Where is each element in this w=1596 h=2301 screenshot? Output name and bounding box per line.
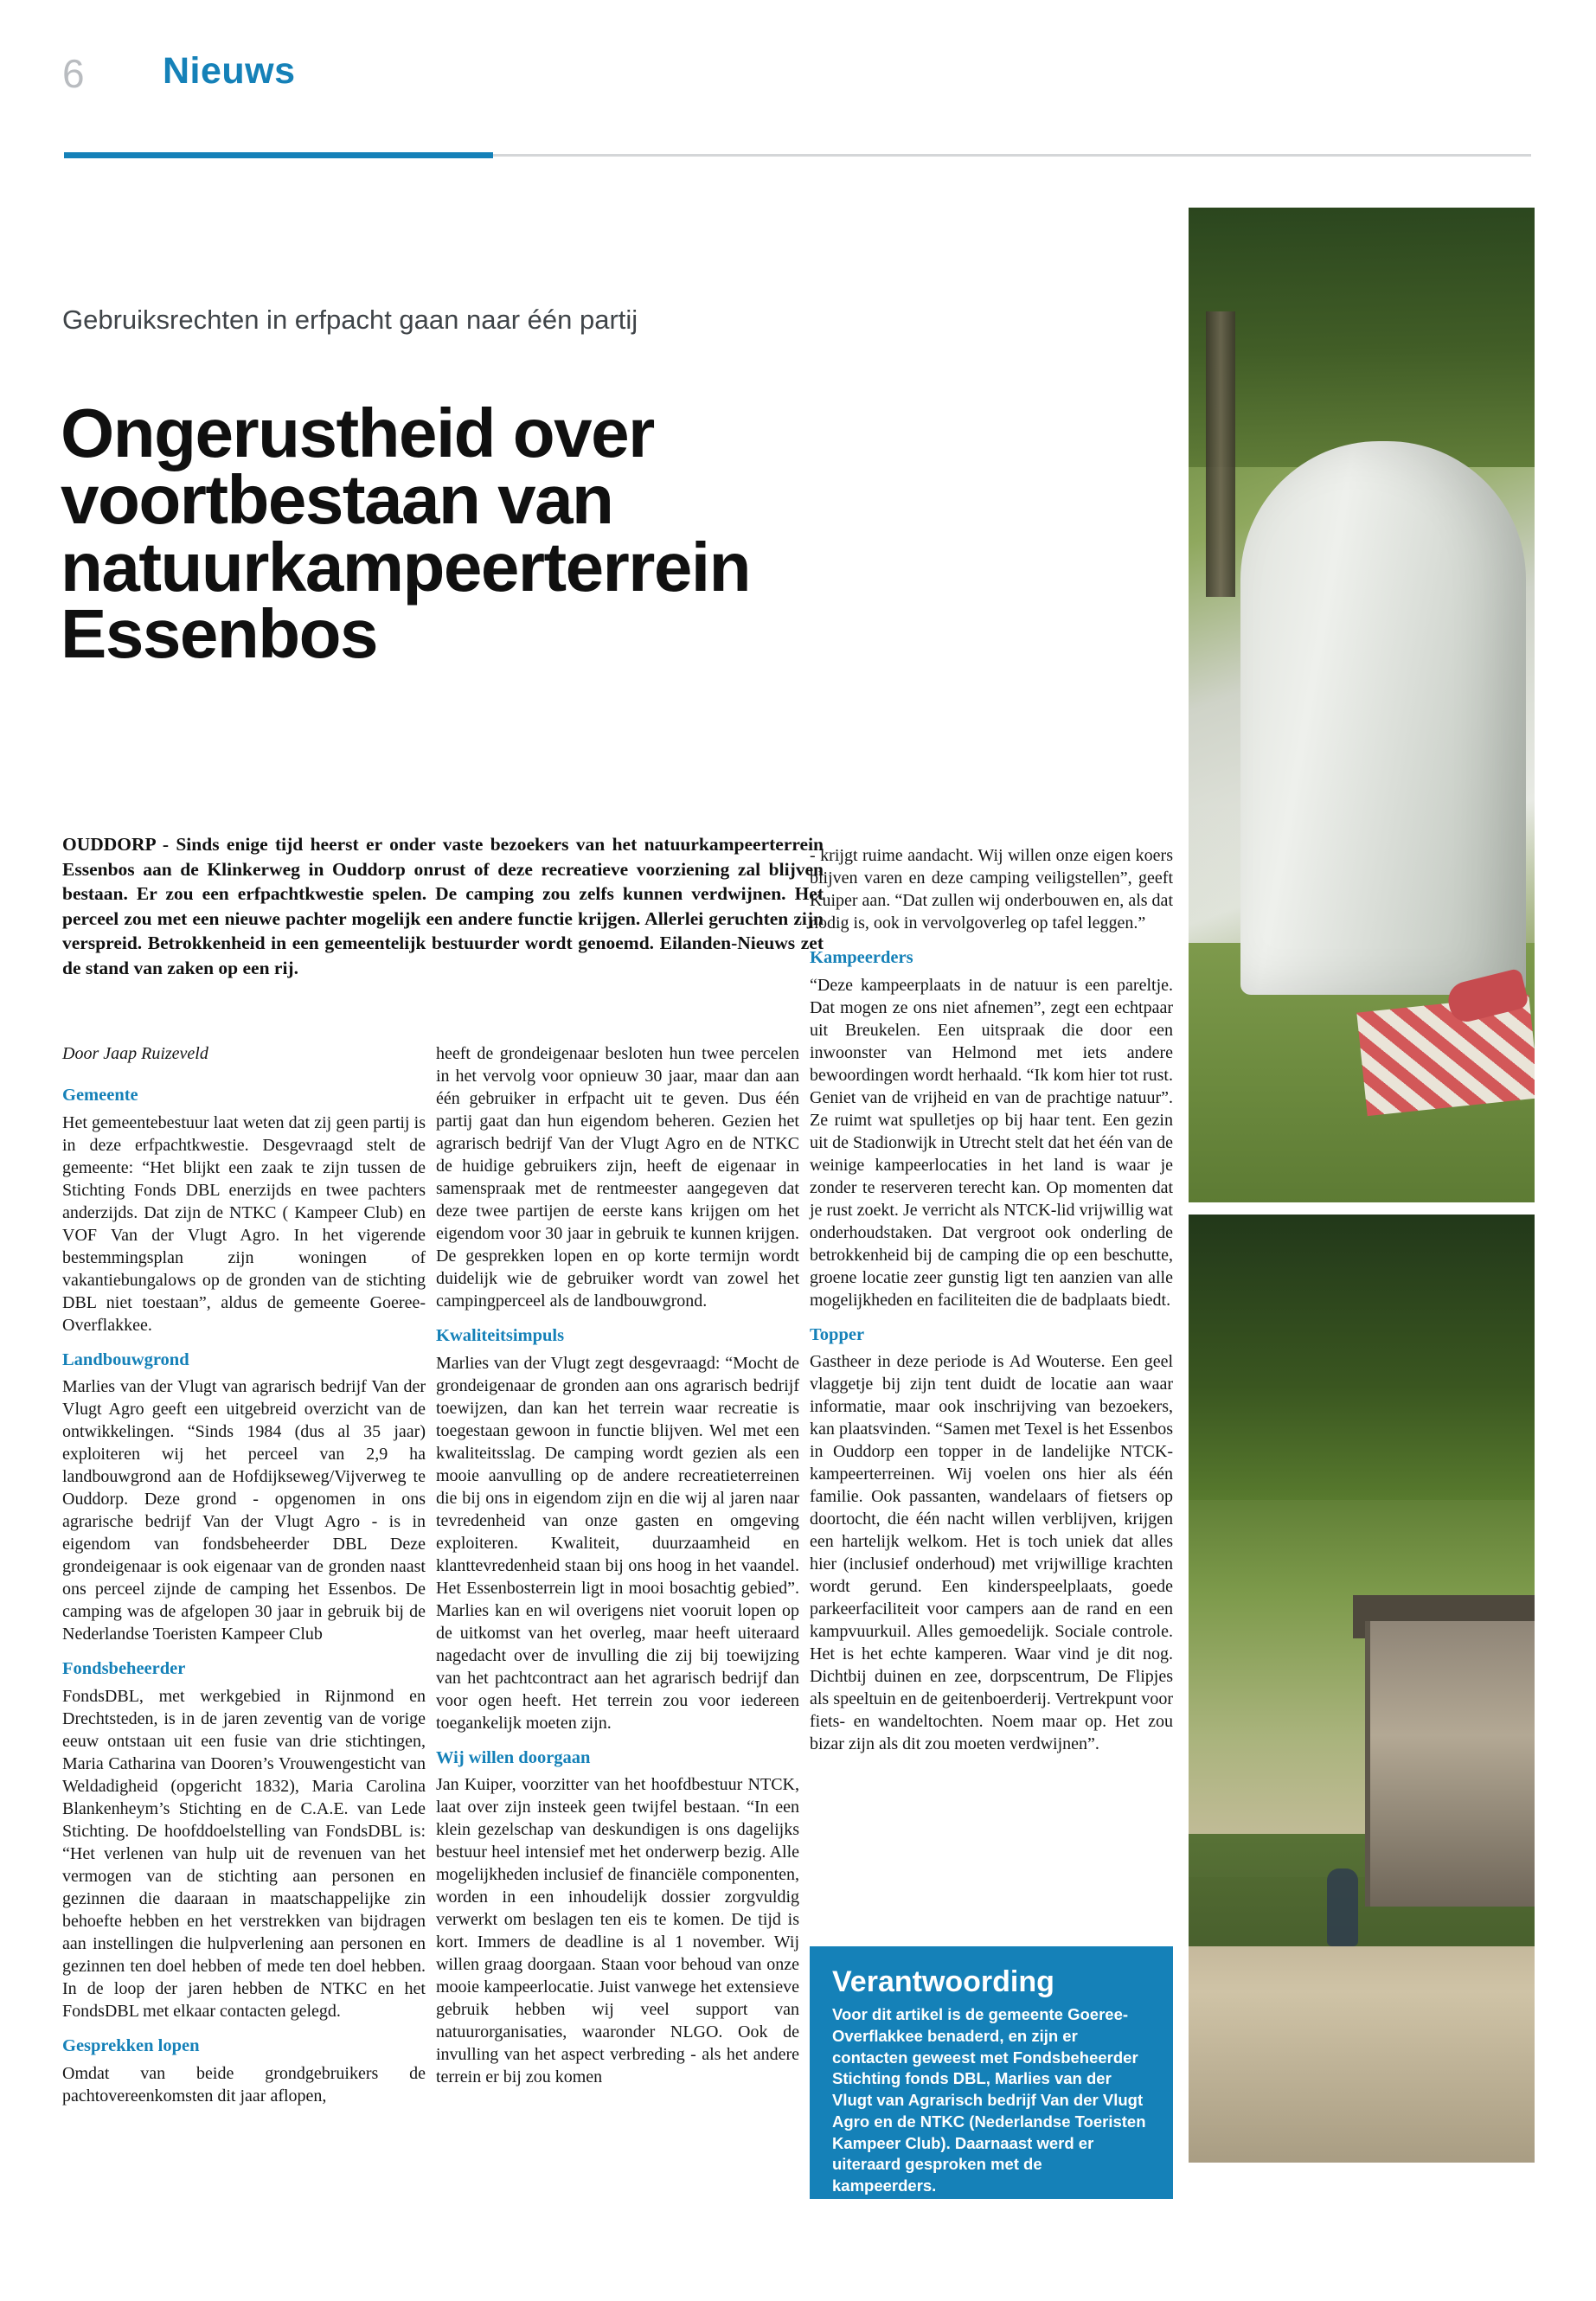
tree-trunk-decor xyxy=(1206,311,1235,597)
paragraph: Marlies van der Vlugt zegt desgevraagd: “Mocht de grondeigenaar de gronden aan ons agrarisch bedrijf toewijzen, dan kan het terrein waar recreatie is toegestaan gewoon in functie blijven. Wel met een kwaliteitsslag. De camping wordt gezien als een mooie aanvulling op de andere recreatieterreinen die bij ons in eigendom zijn en die wij al jaren naar tevredenheid van onze gasten en omgeving exploiteren. Kwaliteit, duurzaamheid en klanttevredenheid staan bij ons hoog in het vaandel. Het Essenbosterrein ligt in mooi bosachtig gebied”. Marlies kan en wil overigens niet vooruit lopen op de uitkomst van het overleg, maar heeft uiteraard nagedacht over de invulling die zij bij toewijzing van het pachtcontract aan het agrarisch bedrijf dan voor ogen heeft. Het terrein zou voor iedereen toegankelijk moeten zijn. xyxy=(436,1353,799,1733)
section-title: Nieuws xyxy=(163,50,296,92)
page-number: 6 xyxy=(62,51,85,96)
cyclist-decor xyxy=(1327,1868,1358,1946)
paragraph: Het gemeentebestuur laat weten dat zij geen partij is in deze erfpachtkwestie. Desgevraagd stelt de gemeente: “Het blijkt een zaak te zijn tussen de Stichting Fonds DBL enerzijds en twee pachters anderzijds. Dat zijn de NTKC ( Kampeer Club) en VOF Van der Vlugt Agro. In het vigerende bestemmingsplan zijn woningen of vakantiebungalows op de gronden van de stichting DBL niet toestaan”, aldus de gemeente Goeree-Overflakkee. xyxy=(62,1112,426,1335)
article-intro: OUDDORP - Sinds enige tijd heerst er onder vaste bezoekers van het natuurkampeerterrein Essenbos aan de Klinkerweg in Ouddorp onrust of deze recreatieve voorziening zal blijven bestaan. Er zou een erfpachtkwestie spelen. De camping zou zelfs kunnen verdwijnen. Het perceel zou met een nieuwe pachter mogelijk een andere functie krijgen. Allerlei geruchten zijn verspreid. Betrokkenheid in een gemeentelijk bestuurder wordt genoemd. Eilanden-Nieuws zet de stand van zaken op een rij. xyxy=(62,834,824,978)
subhead-gesprekken-lopen: Gesprekken lopen xyxy=(62,2035,200,2055)
header-accent-rule xyxy=(64,152,493,158)
picnic-blanket-decor xyxy=(1356,995,1535,1116)
page-header xyxy=(0,0,1596,160)
article-kicker: Gebruiksrechten in erfpacht gaan naar één partij xyxy=(62,304,638,335)
verantwoording-box xyxy=(810,1946,1173,2199)
subhead-kampeerders: Kampeerders xyxy=(810,948,913,967)
forest-canopy-decor xyxy=(1189,1215,1535,1500)
tent-in-forest-photo xyxy=(1189,208,1535,1202)
subhead-topper: Topper xyxy=(810,1324,865,1344)
paragraph: heeft de grondeigenaar besloten hun twee percelen in het vervolg voor opnieuw 30 jaar, maar dan aan één gebruiker in erfpacht uit te geven. Dus één partij gaat dan hun eigendom beheren. Gezien het agrarisch bedrijf Van der Vlugt Agro en de NTKC de huidige gebruikers zijn, heeft de eigenaar in samenspraak met de rentmeester aangegeven dat deze twee partijen de eerste kans krijgen om het eigendom voor 30 jaar in gebruik te kunnen krijgen. De gesprekken lopen en op korte termijn wordt duidelijk wie de gebruiker wordt van zowel het campingperceel als de landbouwgrond. xyxy=(436,1044,799,1311)
paragraph: FondsDBL, met werkgebied in Rijnmond en Drechtsteden, is in de jaren zeventig van de vorige eeuw ontstaan uit een fusie van drie stichtingen, Maria Catharina van Dooren’s Vrouwengesticht van Weldadigheid (opgericht 1832), Maria Carolina Blankenheym’s Stichting en de C.A.E. van Lede Stichting. De hoofddoelstelling van FondsDBL is: “Het verlenen van hulp uit de revenuen van het vermogen van de stichting aan personen en gezinnen die daaraan in maatschappelijke zin behoefte hebben en het verstrekken van bijdragen aan instellingen die hulpverlening aan personen en gezinnen ten doel hebben of mede ten doel hebben. In de loop der jaren hebben de NTKC en het FondsDBL met elkaar contacten gelegd. xyxy=(62,1686,426,2021)
paragraph: Marlies van der Vlugt van agrarisch bedrijf Van der Vlugt Agro geeft een uitgebreid overzicht van de ontwikkelingen. “Sinds 1984 (dus al 35 jaar) exploiteren wij het perceel van 2,9 ha landbouwgrond aan de Hofdijkseweg/Vijverweg te Ouddorp. Deze grond - opgenomen in ons agrarische bedrijf Van der Vlugt Agro - is in eigendom van fondsbeheerder DBL Deze grondeigenaar is ook eigenaar van de gronden naast ons perceel zijnde de camping het Essenbos. De camping was de afgelopen 30 jaar in gebruik bij de Nederlandse Toeristen Kampeer Club xyxy=(62,1377,426,1644)
subhead-wij-willen-doorgaan: Wij willen doorgaan xyxy=(436,1747,591,1767)
paragraph: - krijgt ruime aandacht. Wij willen onze eigen koers blijven varen en deze camping veiligstellen”, geeft Kuiper aan. “Dat zullen wij onderbouwen en, als dat nodig is, ook in vervolgoverleg op tafel leggen.” xyxy=(810,846,1173,933)
header-grey-rule xyxy=(493,154,1531,157)
article-headline: Ongerustheid over voortbestaan van natuurkampeerterrein Essenbos xyxy=(61,394,750,673)
article-column-2 xyxy=(436,1042,799,2100)
subhead-kwaliteitsimpuls: Kwaliteitsimpuls xyxy=(436,1326,565,1345)
tree-canopy-decor xyxy=(1189,208,1535,467)
paragraph: Jan Kuiper, voorzitter van het hoofdbestuur NTCK, laat over zijn insteek geen twijfel bestaan. “In een klein gezelschap van deskundigen is ons dagelijks bestuur heel intensief met het onderwerp bezig. Alle mogelijkheden inclusief de financiële componenten, worden in een inhoudelijk dossier zorgvuldig verwerkt om beslagen ten eis te komen. De tijd is kort. Immers de deadline is al 1 november. Wij willen graag doorgaan. Staan voor behoud van onze mooie kampeerlocatie. Juist vanwege het extensieve gebruik hebben wij veel support van natuurorganisaties, waaronder NLGO. Ook de invulling van het aspect verbreding - als het andere terrein er bij zou komen xyxy=(436,1775,799,2087)
subhead-gemeente: Gemeente xyxy=(62,1086,138,1105)
subhead-landbouwgrond: Landbouwgrond xyxy=(62,1349,189,1369)
article-column-1 xyxy=(62,1042,426,2119)
verantwoording-title: Verantwoording xyxy=(832,1965,1054,1998)
paragraph: Gastheer in deze periode is Ad Wouterse. Een geel vlaggetje bij zijn tent duidt de locatie aan waar informatie, maar ook inschrijving van bezoekers, kan plaatsvinden. “Samen met Texel is het Essenbos in Ouddorp een topper in de landelijke NTCK-kampeerterreinen. Wij voelen ons hier als één familie. Ook passanten, wandelaars of fietsers op doortocht, die één nacht willen verblijven, krijgen een hartelijk welkom. Het is toch uniek dat alles hier (inclusief onderhoud) met vrijwillige krachten wordt gerund. Een kinderspeelplaats, goede parkeerfaciliteit voor campers aan de rand en een kampvuurkuil. Alles gemoedelijk. Sociale controle. Het is het echte kamperen. Waar vind je dit nog. Dichtbij duinen en zee, dorpscentrum, De Flipjes als speeltuin en de geitenboerderij. Vertrekpunt voor fiets- en wandeltochten. Noem maar op. Het zou bizar zijn als dit zou moeten verdwijnen”. xyxy=(810,1352,1173,1754)
paragraph: Omdat van beide grondgebruikers de pachtovereenkomsten dit jaar aflopen, xyxy=(62,2063,426,2106)
tent-decor xyxy=(1240,441,1526,995)
article-column-3 xyxy=(810,844,1173,1767)
article-byline: Door Jaap Ruizeveld xyxy=(62,1044,208,1063)
paragraph: “Deze kampeerplaats in de natuur is een pareltje. Dat mogen ze ons niet afnemen”, zegt een echtpaar uit Breukelen. Een uitspraak die door een inwoonster van Helmond met iets andere bewoordingen wordt herhaald. “Ik kom hier tot rust. Geniet van de vrijheid en van de prachtige natuur”. Ze ruimt wat spulletjes op bij haar tent. Een gezin uit de Stadionwijk in Utrecht stelt dat het één van de weinige kampeerlocaties in het land is waar je zonder te reserveren terecht kan. Op momenten dat je rust zoekt. Je verricht als NTCK-lid vrijwillig wat onderhoudstaken. Dat vergroot ook onderling de betrokkenheid bij de camping die op een beschutte, groene locatie zeer gunstig ligt ten aanzien van alle mogelijkheden en faciliteiten die de badplaats biedt. xyxy=(810,975,1173,1310)
campsite-path-photo xyxy=(1189,1215,1535,2163)
cabin-decor xyxy=(1365,1621,1535,1907)
verantwoording-text: Voor dit artikel is de gemeente Goeree-Overflakkee benaderd, en zijn er contacten geweest met Fondsbeheerder Stichting fonds DBL, Marlies van der Vlugt van Agrarisch bedrijf Van der Vlugt Agro en de NTKC (Nederlandse Toeristen Kampeer Club). Daarnaast werd er uiteraard gesproken met de kampeerders. xyxy=(832,2005,1146,2195)
subhead-fondsbeheerder: Fondsbeheerder xyxy=(62,1659,186,1679)
